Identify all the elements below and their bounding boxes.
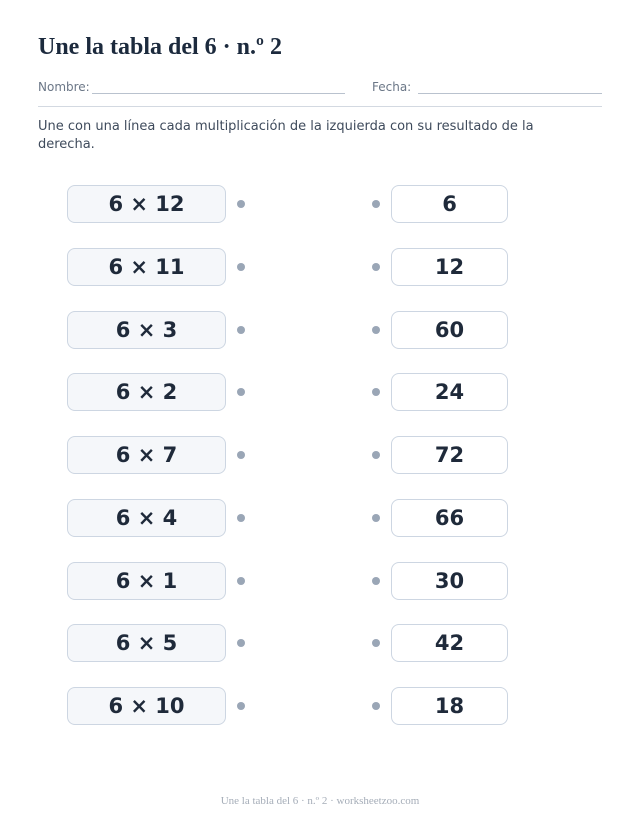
instructions: Une con una línea cada multiplicación de la izquierda con su resultado de la derecha. [38, 119, 534, 152]
right-connector-dot[interactable] [372, 514, 380, 522]
multiplication-box: 6 × 1 [67, 562, 226, 600]
result-box: 18 [391, 687, 508, 725]
name-line[interactable] [92, 93, 345, 94]
result-box: 24 [391, 373, 508, 411]
left-connector-dot[interactable] [237, 514, 245, 522]
multiplication-box: 6 × 11 [67, 248, 226, 286]
multiplication-box: 6 × 3 [67, 311, 226, 349]
right-connector-dot[interactable] [372, 200, 380, 208]
left-connector-dot[interactable] [237, 639, 245, 647]
right-connector-dot[interactable] [372, 702, 380, 710]
left-connector-dot[interactable] [237, 388, 245, 396]
right-connector-dot[interactable] [372, 388, 380, 396]
right-connector-dot[interactable] [372, 263, 380, 271]
result-box: 12 [391, 248, 508, 286]
date-line[interactable] [418, 93, 602, 94]
result-box: 72 [391, 436, 508, 474]
result-box: 6 [391, 185, 508, 223]
name-date-fields [38, 80, 602, 107]
left-connector-dot[interactable] [237, 451, 245, 459]
name-label: Nombre: [38, 80, 90, 94]
right-connector-dot[interactable] [372, 577, 380, 585]
right-connector-dot[interactable] [372, 451, 380, 459]
left-connector-dot[interactable] [237, 326, 245, 334]
multiplication-box: 6 × 10 [67, 687, 226, 725]
right-connector-dot[interactable] [372, 326, 380, 334]
left-connector-dot[interactable] [237, 702, 245, 710]
multiplication-box: 6 × 7 [67, 436, 226, 474]
date-label: Fecha: [372, 80, 412, 94]
left-connector-dot[interactable] [237, 577, 245, 585]
page-title: Une la tabla del 6 · n.º 2 [38, 34, 282, 60]
result-box: 66 [391, 499, 508, 537]
left-connector-dot[interactable] [237, 263, 245, 271]
result-box: 30 [391, 562, 508, 600]
multiplication-box: 6 × 12 [67, 185, 226, 223]
page-footer: Une la tabla del 6 · n.º 2 · worksheetzoo.com [220, 795, 420, 807]
multiplication-box: 6 × 2 [67, 373, 226, 411]
result-box: 42 [391, 624, 508, 662]
multiplication-box: 6 × 5 [67, 624, 226, 662]
right-connector-dot[interactable] [372, 639, 380, 647]
left-connector-dot[interactable] [237, 200, 245, 208]
multiplication-box: 6 × 4 [67, 499, 226, 537]
result-box: 60 [391, 311, 508, 349]
